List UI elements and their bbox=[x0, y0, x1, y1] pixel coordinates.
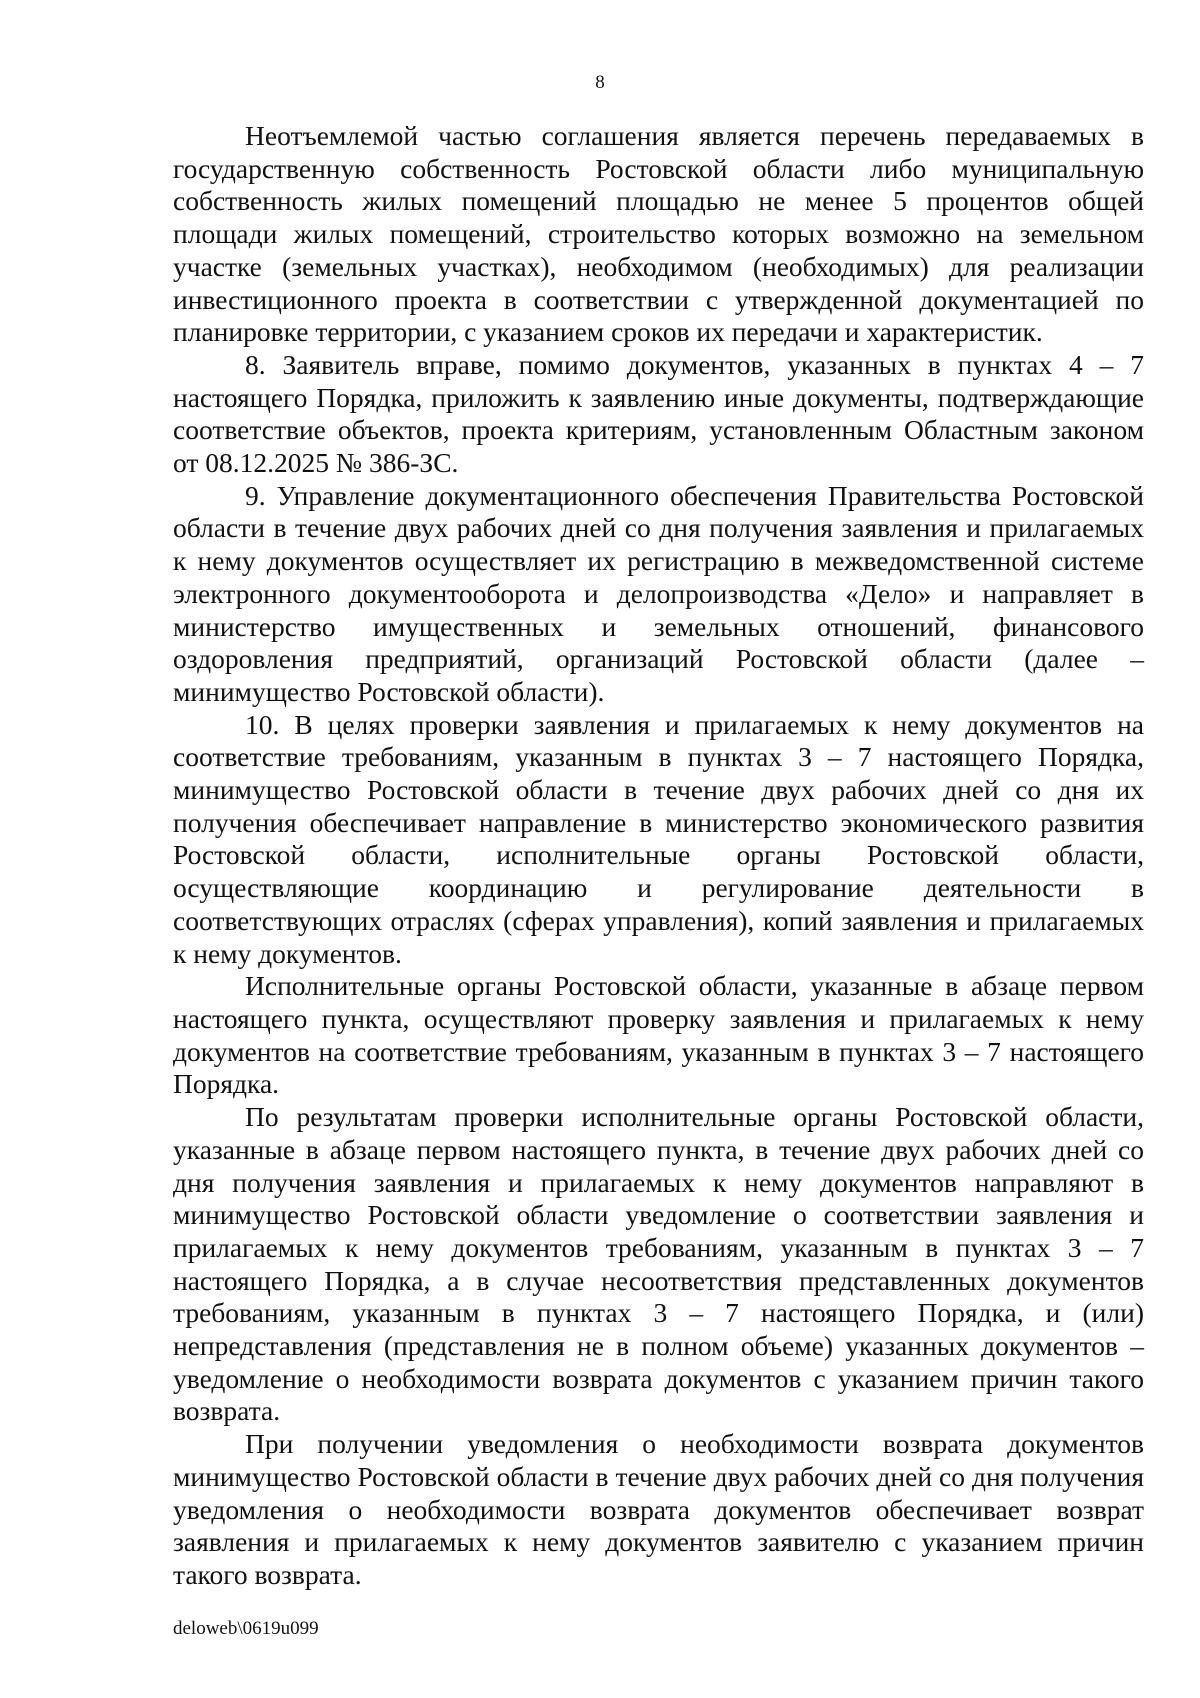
paragraph-annex-list: Неотъемлемой частью соглашения является перечень передаваемых в государственную собственность Ростовской области либо муниципальную собственность жилых помещений площадью не менее 5 процентов общей площади жилых помещений, строительство которых возможно на земельном участке (земельных участках), необходимом (необходимых) для реализации инвестиционного проекта в соответствии с утвержденной документацией по планировке территории, с указанием сроков их передачи и характеристик. bbox=[173, 120, 1144, 348]
page-number: 8 bbox=[595, 72, 605, 93]
paragraph-item-10-abzac-3: По результатам проверки исполнительные органы Ростовской области, указанные в абзаце первом настоящего пункта, в течение двух рабочих дней со дня получения заявления и прилагаемых к нему документов направляют в минимущество Ростовской области уведомление о соответствии заявления и прилагаемых к нему документов требованиям, указанным в пунктах 3 – 7 настоящего Порядка, а в случае несоответствия представленных документов требованиям, указанным в пунктах 3 – 7 настоящего Порядка, и (или) непредставления (представления не в полном объеме) указанных документов – уведомление о необходимости возврата документов с указанием причин такого возврата. bbox=[173, 1101, 1144, 1427]
document-body bbox=[173, 120, 1144, 1592]
paragraph-item-10-abzac-4: При получении уведомления о необходимости возврата документов минимущество Ростовской области в течение двух рабочих дней со дня получения уведомления о необходимости возврата документов обеспечивает возврат заявления и прилагаемых к нему документов заявителю с указанием причин такого возврата. bbox=[173, 1428, 1144, 1590]
paragraph-item-10-abzac-2: Исполнительные органы Ростовской области, указанные в абзаце первом настоящего пункта, осуществляют проверку заявления и прилагаемых к нему документов на соответствие требованиям, указанным в пунктах 3 – 7 настоящего Порядка. bbox=[173, 970, 1144, 1100]
document-footer-code: deloweb\0619u099 bbox=[173, 1618, 319, 1639]
paragraph-item-9: 9. Управление документационного обеспечения Правительства Ростовской области в течение двух рабочих дней со дня получения заявления и прилагаемых к нему документов осуществляет их регистрацию в межведомственной системе электронного документооборота и делопроизводства «Дело» и направляет в министерство имущественных и земельных отношений, финансового оздоровления предприятий, организаций Ростовской области (далее – минимущество Ростовской области). bbox=[173, 479, 1144, 707]
paragraph-item-10: 10. В целях проверки заявления и прилагаемых к нему документов на соответствие требованиям, указанным в пунктах 3 – 7 настоящего Порядка, минимущество Ростовской области в течение двух рабочих дней со дня их получения обеспечивает направление в министерство экономического развития Ростовской области, исполнительные органы Ростовской области, осуществляющие координацию и регулирование деятельности в соответствующих отраслях (сферах управления), копий заявления и прилагаемых к нему документов. bbox=[173, 708, 1144, 969]
paragraph-item-8: 8. Заявитель вправе, помимо документов, указанных в пунктах 4 – 7 настоящего Порядка, приложить к заявлению иные документы, подтверждающие соответствие объектов, проекта критериям, установленным Областным законом от 08.12.2025 № 386-ЗС. bbox=[173, 348, 1144, 479]
